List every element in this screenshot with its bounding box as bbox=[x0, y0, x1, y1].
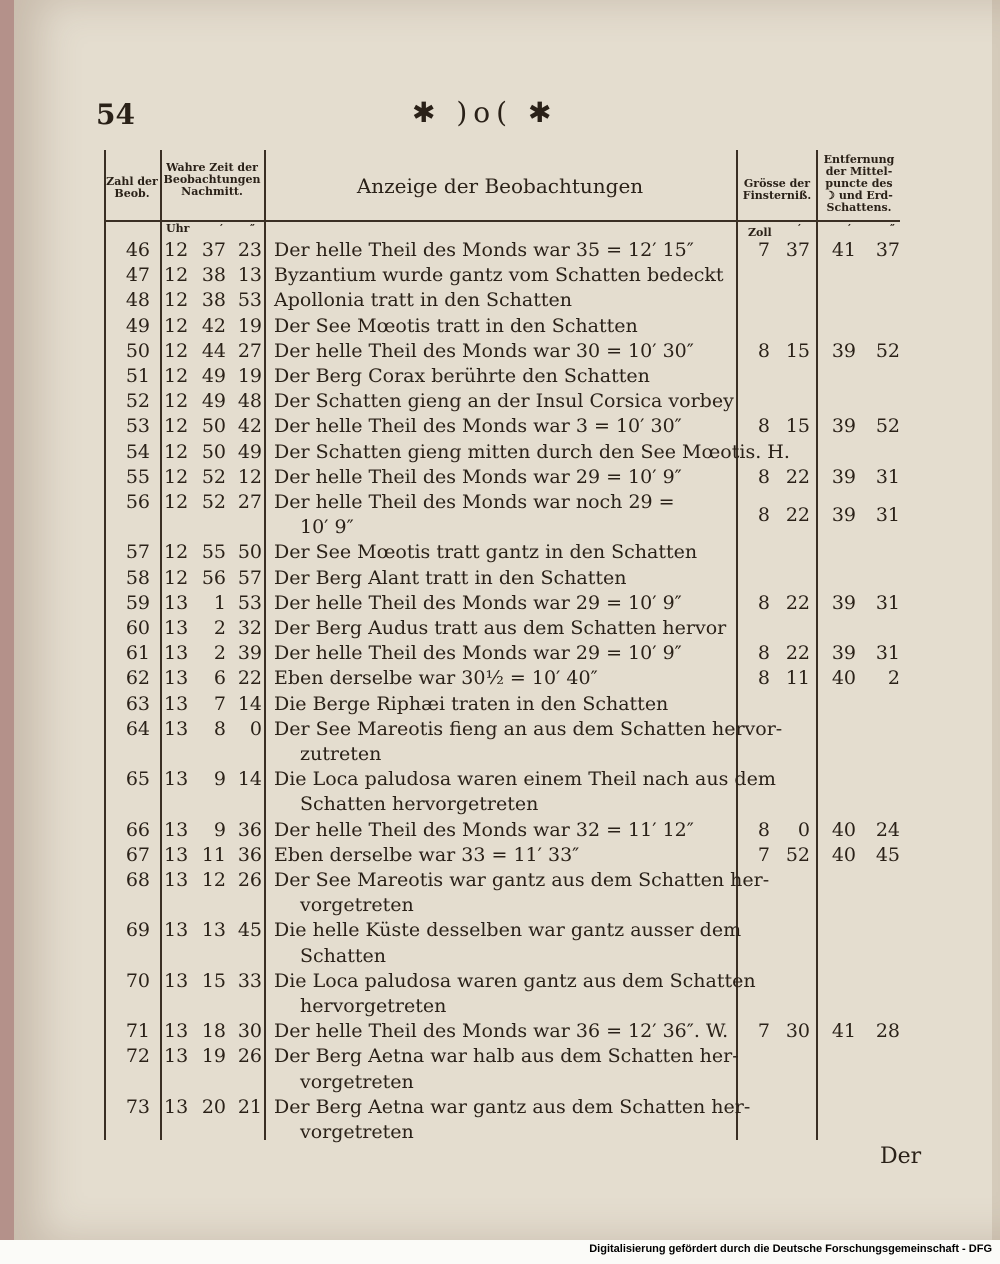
obs-number: 70 bbox=[125, 969, 150, 992]
distance-minutes: 40 bbox=[831, 818, 856, 841]
time-minutes: 19 bbox=[201, 1045, 226, 1068]
time-seconds: 21 bbox=[237, 1095, 262, 1118]
distance-minutes: 39 bbox=[831, 465, 856, 488]
time-hours: 12 bbox=[164, 440, 189, 463]
header-number: Zahl der Beob. bbox=[106, 175, 158, 200]
observation-text: Die Loca paludosa waren gantz aus dem Schatten bbox=[274, 969, 756, 992]
obs-number: 67 bbox=[125, 843, 150, 866]
observation-text: Der helle Theil des Monds war 35 = 12′ 15″ bbox=[274, 239, 694, 261]
time-seconds: 12 bbox=[237, 465, 262, 488]
time-minutes: 1 bbox=[213, 591, 226, 614]
size-minutes: 22 bbox=[785, 591, 810, 614]
time-hours: 13 bbox=[164, 869, 189, 891]
time-seconds: 26 bbox=[237, 1045, 262, 1068]
time-hours: 13 bbox=[164, 1045, 189, 1068]
obs-number: 48 bbox=[125, 289, 150, 312]
distance-seconds: 31 bbox=[875, 591, 900, 614]
size-inches: 8 bbox=[757, 465, 770, 488]
time-hours: 13 bbox=[164, 1095, 189, 1118]
size-inches: 8 bbox=[757, 503, 770, 526]
size-inches: 8 bbox=[757, 667, 770, 690]
distance-minutes: 41 bbox=[831, 239, 856, 261]
distance-minutes: 39 bbox=[831, 503, 856, 526]
time-minutes: 7 bbox=[213, 692, 226, 715]
obs-number: 58 bbox=[125, 566, 150, 589]
obs-number: 57 bbox=[125, 541, 150, 564]
time-minutes: 18 bbox=[201, 1020, 226, 1043]
size-minutes: 11 bbox=[785, 667, 810, 690]
obs-number: 59 bbox=[125, 591, 150, 614]
time-minutes: 6 bbox=[213, 667, 226, 690]
observation-text: Der helle Theil des Monds war 32 = 11′ 12″ bbox=[274, 818, 694, 841]
time-hours: 13 bbox=[164, 818, 189, 841]
observation-text: Die Berge Riphæi traten in den Schatten bbox=[274, 692, 669, 715]
time-hours: 12 bbox=[164, 264, 189, 287]
size-minutes: 15 bbox=[785, 415, 810, 438]
observation-text: Der helle Theil des Monds war 30 = 10′ 30″ bbox=[274, 339, 694, 362]
time-hours: 12 bbox=[164, 390, 189, 413]
observation-text: vorgetreten bbox=[300, 894, 414, 917]
time-hours: 13 bbox=[164, 768, 189, 791]
size-minutes: 22 bbox=[785, 465, 810, 488]
time-seconds: 39 bbox=[237, 642, 262, 665]
observation-text: Der See Mœotis tratt gantz in den Schatten bbox=[274, 541, 698, 564]
time-hours: 12 bbox=[164, 491, 189, 513]
time-minutes: 9 bbox=[213, 818, 226, 841]
size-inches: 8 bbox=[757, 818, 770, 841]
time-seconds: 50 bbox=[237, 541, 262, 564]
time-seconds: 36 bbox=[237, 818, 262, 841]
observation-text: Der helle Theil des Monds war 29 = 10′ 9″ bbox=[274, 591, 682, 614]
observation-text: Der helle Theil des Monds war 29 = 10′ 9″ bbox=[274, 642, 682, 665]
header-size: Grösse der Finsterniß. bbox=[742, 177, 812, 202]
observation-text: Der Schatten gieng mitten durch den See Mœotis. H. bbox=[274, 440, 790, 463]
observation-text: Der Schatten gieng an der Insul Corsica vorbey bbox=[274, 390, 734, 413]
time-hours: 13 bbox=[164, 843, 189, 866]
time-seconds: 49 bbox=[237, 440, 262, 463]
observation-text: Der See Mareotis fieng an aus dem Schatten hervor- bbox=[274, 717, 783, 740]
distance-minutes: 39 bbox=[831, 415, 856, 438]
observation-text: Der See Mœotis tratt in den Schatten bbox=[274, 314, 638, 337]
time-seconds: 53 bbox=[237, 289, 262, 312]
obs-number: 69 bbox=[125, 919, 150, 942]
time-seconds: 57 bbox=[237, 566, 262, 589]
time-seconds: 19 bbox=[237, 314, 262, 337]
time-hours: 13 bbox=[164, 591, 189, 614]
time-seconds: 14 bbox=[237, 692, 262, 715]
time-minutes: 2 bbox=[213, 642, 226, 665]
unit-seconds: ″ bbox=[250, 222, 255, 235]
observation-text: 10′ 9″ bbox=[300, 516, 354, 539]
observation-text: Der Berg Audus tratt aus dem Schatten hervor bbox=[274, 617, 727, 639]
page-gutter bbox=[0, 0, 14, 1240]
observation-text: Der Berg Aetna war gantz aus dem Schatten her- bbox=[274, 1095, 751, 1118]
observation-text: Der helle Theil des Monds war 36 = 12′ 36″. W. bbox=[274, 1020, 729, 1043]
distance-seconds: 2 bbox=[887, 667, 900, 690]
obs-number: 66 bbox=[125, 818, 150, 841]
page-number: 54 bbox=[96, 98, 135, 131]
unit-minutes: ′ bbox=[220, 222, 223, 235]
size-minutes: 15 bbox=[785, 339, 810, 362]
time-minutes: 42 bbox=[201, 314, 226, 337]
obs-number: 46 bbox=[125, 239, 150, 261]
obs-number: 53 bbox=[125, 415, 150, 438]
rule-size bbox=[816, 150, 818, 1140]
observation-text: hervorgetreten bbox=[300, 995, 447, 1017]
rule-number bbox=[160, 150, 162, 1140]
header-time: Wahre Zeit der Beobachtungen Nachmitt. bbox=[163, 161, 261, 198]
obs-number: 65 bbox=[125, 768, 150, 791]
time-minutes: 2 bbox=[213, 617, 226, 639]
observation-text: Der Berg Alant tratt in den Schatten bbox=[274, 566, 627, 589]
obs-number: 49 bbox=[125, 314, 150, 337]
header-rule bbox=[104, 220, 900, 222]
observation-text: Der helle Theil des Monds war 29 = 10′ 9″ bbox=[274, 465, 682, 488]
time-seconds: 22 bbox=[237, 667, 262, 690]
obs-number: 55 bbox=[125, 465, 150, 488]
observation-text: Schatten bbox=[300, 944, 386, 967]
time-seconds: 36 bbox=[237, 843, 262, 866]
distance-seconds: 24 bbox=[875, 818, 900, 841]
time-seconds: 0 bbox=[249, 717, 262, 740]
distance-seconds: 28 bbox=[875, 1020, 900, 1043]
unit-inches: Zoll bbox=[748, 226, 772, 239]
unit-dist-minutes: ′ bbox=[848, 222, 851, 235]
digitization-footer: Digitalisierung gefördert durch die Deutsche Forschungsgemeinschaft - DFG bbox=[589, 1243, 992, 1255]
time-minutes: 9 bbox=[213, 768, 226, 791]
time-minutes: 12 bbox=[201, 869, 226, 891]
size-minutes: 37 bbox=[785, 239, 810, 261]
obs-number: 64 bbox=[125, 717, 150, 740]
obs-number: 47 bbox=[125, 264, 150, 287]
obs-number: 52 bbox=[125, 390, 150, 413]
time-seconds: 23 bbox=[237, 239, 262, 261]
time-seconds: 19 bbox=[237, 365, 262, 387]
time-minutes: 38 bbox=[201, 289, 226, 312]
time-seconds: 26 bbox=[237, 869, 262, 891]
obs-number: 51 bbox=[125, 365, 150, 387]
observation-text: Der helle Theil des Monds war noch 29 = bbox=[274, 491, 675, 513]
time-hours: 13 bbox=[164, 717, 189, 740]
distance-minutes: 39 bbox=[831, 591, 856, 614]
time-seconds: 27 bbox=[237, 339, 262, 362]
time-hours: 12 bbox=[164, 314, 189, 337]
obs-number: 54 bbox=[125, 440, 150, 463]
observation-text: Der See Mareotis war gantz aus dem Schatten her- bbox=[274, 869, 770, 891]
time-seconds: 53 bbox=[237, 591, 262, 614]
header-distance: Entfernung der Mittel- puncte des ☽ und Erd- Schattens. bbox=[823, 153, 895, 214]
time-seconds: 27 bbox=[237, 491, 262, 513]
observation-text: Schatten hervorgetreten bbox=[300, 793, 539, 816]
distance-minutes: 40 bbox=[831, 667, 856, 690]
observation-text: Der helle Theil des Monds war 3 = 10′ 30″ bbox=[274, 415, 682, 438]
distance-seconds: 31 bbox=[875, 642, 900, 665]
time-hours: 13 bbox=[164, 667, 189, 690]
time-minutes: 15 bbox=[201, 969, 226, 992]
time-minutes: 37 bbox=[201, 239, 226, 261]
size-inches: 8 bbox=[757, 591, 770, 614]
time-minutes: 56 bbox=[201, 566, 226, 589]
observation-text: vorgetreten bbox=[300, 1070, 414, 1093]
distance-minutes: 39 bbox=[831, 339, 856, 362]
time-seconds: 33 bbox=[237, 969, 262, 992]
distance-seconds: 52 bbox=[875, 415, 900, 438]
obs-number: 62 bbox=[125, 667, 150, 690]
time-minutes: 49 bbox=[201, 390, 226, 413]
size-inches: 8 bbox=[757, 339, 770, 362]
time-seconds: 14 bbox=[237, 768, 262, 791]
distance-minutes: 41 bbox=[831, 1020, 856, 1043]
observation-text: Der Berg Corax berührte den Schatten bbox=[274, 365, 650, 387]
time-seconds: 13 bbox=[237, 264, 262, 287]
rule-left bbox=[104, 150, 106, 1140]
rule-time bbox=[264, 150, 266, 1140]
size-minutes: 22 bbox=[785, 642, 810, 665]
header-observation: Anzeige der Beobachtungen bbox=[356, 174, 644, 198]
distance-seconds: 45 bbox=[875, 843, 900, 866]
catchword: Der bbox=[880, 1144, 922, 1169]
observation-text: Byzantium wurde gantz vom Schatten bedeckt bbox=[274, 264, 724, 287]
time-hours: 13 bbox=[164, 919, 189, 942]
size-inches: 7 bbox=[757, 843, 770, 866]
obs-number: 72 bbox=[125, 1045, 150, 1068]
observation-text: vorgetreten bbox=[300, 1121, 414, 1143]
time-hours: 12 bbox=[164, 289, 189, 312]
time-minutes: 52 bbox=[201, 465, 226, 488]
size-inches: 8 bbox=[757, 642, 770, 665]
size-inches: 8 bbox=[757, 415, 770, 438]
distance-seconds: 31 bbox=[875, 465, 900, 488]
time-hours: 13 bbox=[164, 642, 189, 665]
size-inches: 7 bbox=[757, 1020, 770, 1043]
obs-number: 56 bbox=[125, 491, 150, 513]
obs-number: 63 bbox=[125, 692, 150, 715]
unit-size-minutes: ′ bbox=[798, 222, 801, 235]
observation-text: Die Loca paludosa waren einem Theil nach aus dem bbox=[274, 768, 776, 791]
running-head: ✱ )o( ✱ bbox=[412, 96, 558, 129]
time-minutes: 55 bbox=[201, 541, 226, 564]
time-seconds: 32 bbox=[237, 617, 262, 639]
size-minutes: 30 bbox=[785, 1020, 810, 1043]
size-minutes: 0 bbox=[797, 818, 810, 841]
time-hours: 12 bbox=[164, 465, 189, 488]
time-minutes: 44 bbox=[201, 339, 226, 362]
obs-number: 71 bbox=[125, 1020, 150, 1043]
time-minutes: 50 bbox=[201, 415, 226, 438]
size-minutes: 52 bbox=[785, 843, 810, 866]
size-inches: 7 bbox=[757, 239, 770, 261]
unit-hours: Uhr bbox=[166, 222, 190, 235]
distance-seconds: 31 bbox=[875, 503, 900, 526]
distance-seconds: 52 bbox=[875, 339, 900, 362]
time-hours: 13 bbox=[164, 1020, 189, 1043]
observation-text: Die helle Küste desselben war gantz ausser dem bbox=[274, 919, 742, 942]
obs-number: 68 bbox=[125, 869, 150, 891]
time-minutes: 52 bbox=[201, 491, 226, 513]
size-minutes: 22 bbox=[785, 503, 810, 526]
observation-text: Eben derselbe war 30½ = 10′ 40″ bbox=[274, 667, 598, 690]
time-minutes: 38 bbox=[201, 264, 226, 287]
time-hours: 12 bbox=[164, 566, 189, 589]
obs-number: 73 bbox=[125, 1095, 150, 1118]
obs-number: 60 bbox=[125, 617, 150, 639]
time-hours: 12 bbox=[164, 415, 189, 438]
time-seconds: 45 bbox=[237, 919, 262, 942]
time-seconds: 48 bbox=[237, 390, 262, 413]
time-seconds: 42 bbox=[237, 415, 262, 438]
time-minutes: 13 bbox=[201, 919, 226, 942]
time-minutes: 49 bbox=[201, 365, 226, 387]
obs-number: 61 bbox=[125, 642, 150, 665]
time-hours: 12 bbox=[164, 339, 189, 362]
time-minutes: 11 bbox=[201, 843, 226, 866]
observation-text: Eben derselbe war 33 = 11′ 33″ bbox=[274, 843, 580, 866]
distance-seconds: 37 bbox=[875, 239, 900, 261]
time-hours: 13 bbox=[164, 617, 189, 639]
observation-text: Apollonia tratt in den Schatten bbox=[274, 289, 572, 312]
obs-number: 50 bbox=[125, 339, 150, 362]
observation-text: Der Berg Aetna war halb aus dem Schatten her- bbox=[274, 1045, 739, 1068]
time-minutes: 20 bbox=[201, 1095, 226, 1118]
time-hours: 12 bbox=[164, 541, 189, 564]
observation-text: zutreten bbox=[300, 743, 382, 765]
distance-minutes: 39 bbox=[831, 642, 856, 665]
time-minutes: 8 bbox=[213, 717, 226, 740]
observation-table bbox=[104, 150, 904, 1143]
time-hours: 12 bbox=[164, 365, 189, 387]
time-hours: 13 bbox=[164, 969, 189, 992]
unit-dist-seconds: ″ bbox=[890, 222, 895, 235]
time-hours: 12 bbox=[164, 239, 189, 261]
time-minutes: 50 bbox=[201, 440, 226, 463]
time-hours: 13 bbox=[164, 692, 189, 715]
distance-minutes: 40 bbox=[831, 843, 856, 866]
time-seconds: 30 bbox=[237, 1020, 262, 1043]
